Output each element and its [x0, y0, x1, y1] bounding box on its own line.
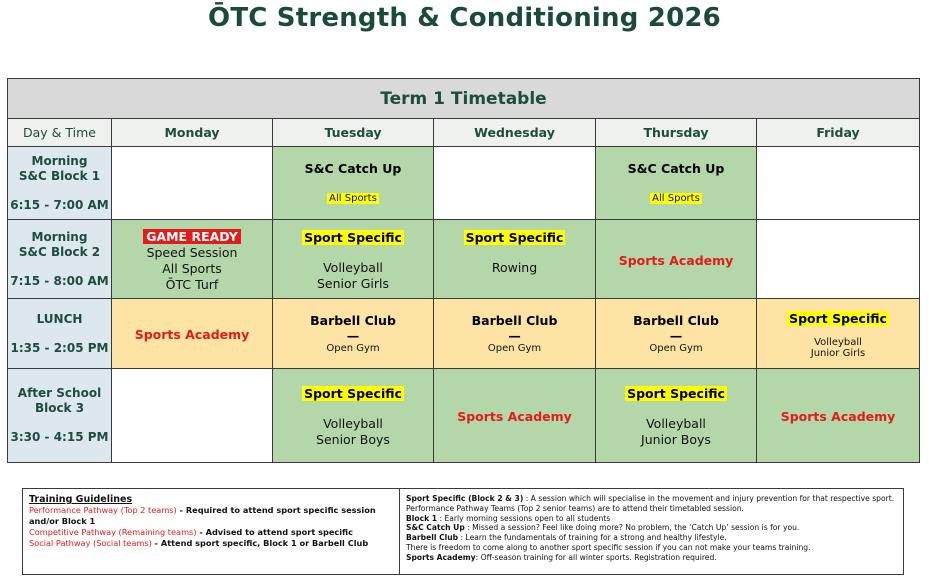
definition-sports-academy: [406, 553, 897, 563]
header-thursday: Thursday: [596, 119, 757, 147]
definition-sport-specific-2: Performance Pathway Teams (Top 2 senior teams) are to attend their timetabled session.: [406, 503, 744, 513]
sports-academy-label: Sports Academy: [618, 252, 734, 268]
cell-tue-after: [273, 369, 434, 463]
cell-wed-lunch: [434, 299, 596, 369]
guideline-performance: [29, 505, 393, 527]
definition-block-1: [406, 514, 897, 524]
guidelines-box: [22, 488, 904, 575]
sports-academy-label: Sports Academy: [457, 409, 572, 424]
session-title: Sport Specific: [465, 229, 564, 245]
row-label-line: S&C Block 2: [18, 244, 101, 259]
dash-separator: —: [346, 328, 360, 343]
day-header-row: [8, 119, 920, 147]
definition-sport-specific: [406, 494, 897, 504]
guideline-text: - Required to attend sport specific session and/or Block 1: [29, 505, 376, 526]
cell-thu-after: [596, 369, 757, 463]
cell-fri-lunch: [757, 299, 920, 369]
session-title: Barbell Club: [471, 313, 558, 328]
row-label-line: After School: [17, 386, 102, 400]
guideline-label: Competitive Pathway (Remaining teams): [29, 527, 197, 537]
session-title: Barbell Club: [310, 313, 396, 328]
definition-label: Sport Specific (Block 2 & 3): [406, 494, 524, 503]
row-lunch: [8, 299, 920, 369]
session-title: Sport Specific: [789, 311, 887, 326]
session-subtitle: Open Gym: [487, 343, 542, 354]
session-title: Sport Specific: [304, 386, 402, 401]
row-label-after-school: [8, 369, 112, 463]
guideline-social: [29, 538, 393, 549]
row-label-lunch: [8, 299, 112, 369]
cell-fri-after: [757, 369, 920, 463]
definition-text: : Off-season training for all winter sports. Registration required.: [475, 552, 717, 562]
row-label-line: Morning: [31, 153, 88, 168]
row-label-line: Block 3: [34, 401, 85, 415]
session-subtitle: All Sports: [652, 193, 700, 204]
row-morning-block-1: [8, 147, 920, 220]
cell-thu-block1: [596, 147, 757, 220]
session-line: Junior Girls: [810, 348, 866, 359]
definition-text: : Missed a session? Feel like doing more? No problem, the ‘Catch Up’ session is for you.: [464, 523, 800, 533]
training-guidelines: [23, 489, 400, 574]
cell-tue-block2: [273, 220, 434, 299]
session-subtitle: All Sports: [329, 193, 377, 204]
term-header-row: [8, 79, 920, 119]
cell-thu-lunch: [596, 299, 757, 369]
definition-label: Block 1: [406, 513, 438, 523]
page-title: ŌTC Strength & Conditioning 2026: [208, 3, 721, 33]
guideline-label: Performance Pathway (Top 2 teams): [29, 505, 177, 515]
cell-fri-block2: [757, 220, 920, 299]
row-label-line: LUNCH: [36, 311, 83, 326]
row-morning-block-2: [8, 220, 920, 299]
guideline-label: Social Pathway (Social teams): [29, 538, 152, 548]
session-line: Junior Boys: [641, 432, 711, 447]
dash-separator: —: [669, 328, 683, 343]
session-line: Volleyball: [814, 337, 862, 348]
cell-mon-after: [112, 369, 273, 463]
definition-text: : Learn the fundamentals of training for a strong and healthy lifestyle.: [458, 533, 727, 543]
session-line: Senior Boys: [316, 432, 390, 447]
cell-fri-block1: [757, 147, 920, 220]
row-after-school: [8, 369, 920, 463]
session-line: Senior Girls: [316, 275, 390, 291]
session-line: Speed Session: [146, 244, 238, 260]
definition-text: : A session which will specialise in the movement and injury prevention for that respective sport.: [523, 494, 895, 503]
session-line: ŌTC Turf: [165, 276, 219, 292]
header-wednesday: Wednesday: [434, 119, 596, 147]
guideline-text: - Attend sport specific, Block 1 or Barbell Club: [151, 538, 369, 548]
header-monday: Monday: [112, 119, 273, 147]
timetable: [7, 78, 920, 463]
definition-barbell-club: [406, 533, 897, 543]
definition-text: : Early morning sessions open to all students: [437, 513, 611, 523]
session-line: Volleyball: [646, 416, 706, 431]
row-time: 1:35 - 2:05 PM: [10, 340, 109, 355]
cell-wed-block1: [434, 147, 596, 220]
row-label-morning-block-1: [8, 147, 112, 220]
cell-mon-block1: [112, 147, 273, 220]
session-title: Sport Specific: [304, 229, 402, 245]
dash-separator: —: [508, 328, 521, 343]
sports-academy-label: Sports Academy: [780, 409, 896, 424]
term-title: Term 1 Timetable: [8, 79, 920, 119]
row-label-line: S&C Block 1: [18, 168, 101, 183]
row-time: 6:15 - 7:00 AM: [10, 197, 109, 212]
row-label-line: Morning: [31, 229, 88, 244]
cell-wed-after: [434, 369, 596, 463]
header-day-time: Day & Time: [8, 119, 112, 147]
cell-tue-block1: [273, 147, 434, 220]
cell-thu-block2: [596, 220, 757, 299]
definition-label: S&C Catch Up: [406, 523, 465, 533]
session-title: S&C Catch Up: [304, 161, 402, 176]
guidelines-title: Training Guidelines: [29, 494, 133, 505]
cell-mon-block2: [112, 220, 273, 299]
definition-label: Sports Academy: [406, 552, 476, 562]
session-title: Barbell Club: [633, 313, 719, 328]
session-subtitle: Open Gym: [326, 343, 380, 354]
header-tuesday: Tuesday: [273, 119, 434, 147]
cell-tue-lunch: [273, 299, 434, 369]
cell-wed-block2: [434, 220, 596, 299]
session-line: Volleyball: [323, 259, 383, 275]
session-title: Sport Specific: [627, 386, 725, 401]
definition-freedom: There is freedom to come along to another sport specific session if you can not make your teams training.: [406, 542, 811, 552]
game-ready-badge: GAME READY: [143, 229, 241, 244]
session-definitions: [400, 489, 903, 574]
session-subtitle: Open Gym: [649, 343, 703, 354]
row-time: 7:15 - 8:00 AM: [10, 273, 109, 288]
row-time: 3:30 - 4:15 PM: [10, 430, 109, 444]
session-line: All Sports: [162, 260, 222, 276]
session-line: Rowing: [491, 259, 538, 275]
row-label-morning-block-2: [8, 220, 112, 299]
sports-academy-label: Sports Academy: [134, 327, 250, 342]
session-line: Volleyball: [323, 416, 383, 431]
guideline-text: - Advised to attend sport specific: [196, 527, 353, 537]
guideline-competitive: [29, 527, 393, 538]
definition-label: Barbell Club: [406, 533, 459, 543]
definition-catch-up: [406, 523, 897, 533]
header-friday: Friday: [757, 119, 920, 147]
cell-mon-lunch: [112, 299, 273, 369]
session-title: S&C Catch Up: [627, 161, 725, 176]
